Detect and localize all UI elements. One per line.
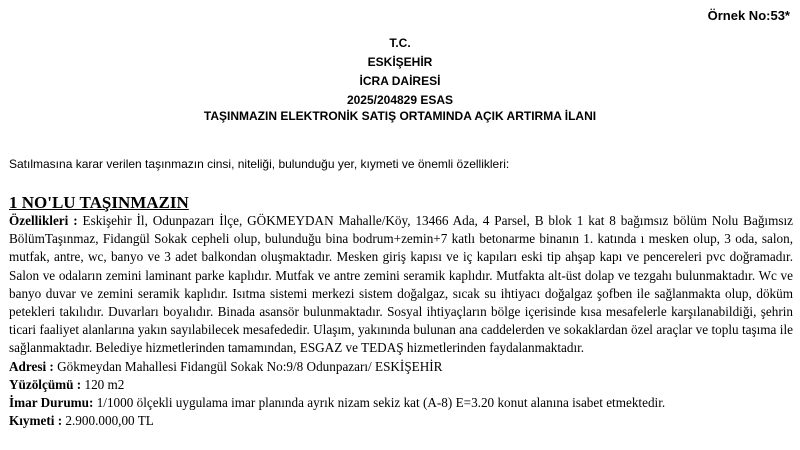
document-header — [0, 34, 800, 110]
zoning-line — [9, 394, 793, 412]
property-details — [9, 212, 793, 430]
property-title: 1 NO'LU TAŞINMAZIN — [9, 193, 189, 212]
features-paragraph — [9, 212, 793, 358]
area-label: Yüzölçümü : — [9, 376, 82, 392]
header-office: İCRA DAİRESİ — [359, 74, 441, 88]
intro-text: Satılmasına karar verilen taşınmazın cinsi, niteliği, bulunduğu yer, kıymeti ve önemli özellikleri: — [9, 157, 510, 171]
value-label: Kıymeti : — [9, 413, 63, 429]
notice-title: TAŞINMAZIN ELEKTRONİK SATIŞ ORTAMINDA AÇIK ARTIRMA İLANI — [203, 109, 597, 123]
address-value: Gökmeydan Mahallesi Fidangül Sokak No:9/8 Odunpazarı/ ESKİŞEHİR — [57, 358, 443, 374]
address-line — [9, 358, 793, 376]
header-case-number: 2025/204829 ESAS — [346, 93, 454, 107]
area-value: 120 m2 — [84, 376, 125, 392]
header-republic: T.C. — [389, 36, 411, 50]
zoning-label: İmar Durumu: — [9, 395, 94, 411]
header-city: ESKİŞEHİR — [367, 55, 433, 69]
area-line — [9, 376, 793, 394]
value-amount: 2.900.000,00 TL — [65, 413, 154, 429]
form-number: Örnek No:53* — [707, 8, 790, 23]
address-label: Adresi : — [9, 358, 54, 374]
features-label: Özellikleri : — [9, 213, 78, 228]
features-text: Eskişehir İl, Odunpazarı İlçe, GÖKMEYDAN Mahalle/Köy, 13466 Ada, 4 Parsel, B blok 1 kat 8 bağımsız bölüm Nolu Bağımsız BölümTaşınmaz, Fidangül Sokak cepheli olup, bulunduğu bina bodrum+zemin+7 katlı betonarme binanın 1. katında ı mesken olup, 3 oda, salon, mutfak, antre, wc, banyo ve 3 adet balkondan oluşmaktadır. Mesken giriş kapısı ve iç kapıları eski tip ahşap kapı ve pencereleri pvc doğramadır. Salon ve odaların zemini laminant parke kaplıdır. Mutfak ve antre zemini seramik kaplıdır. Mutfakta alt-üst dolap ve tezgahı bulunmaktadır. Wc ve banyo duvar ve zemini seramik kaplıdır. Isıtma sistemi merkezi sistem doğalgaz, sıcak su ihtiyacı doğalgaz şofben ile sağlanmakta olup, döküm petekleri takılıdır. Duvarları boyalıdır. Binada asansör bulunmaktadır. Sosyal ihtiyaçların bölge içerisinde kısa mesafelerle karşılanabildiği, şehrin ticari faaliyet alanlarına yakın sayılabilecek mesafededir. Ulaşım, yakınında bulunan ana caddelerden ve sokaklardan özel araçlar ve toplu taşıma ile sağlanmaktadır. Belediye hizmetlerinden tamamından, ESGAZ ve TEDAŞ hizmetlerinden faydalanmaktadır. — [9, 213, 793, 356]
value-line — [9, 412, 793, 430]
zoning-value: 1/1000 ölçekli uygulama imar planında ayrık nizam sekiz kat (A-8) E=3.20 konut alanına isabet etmektedir. — [96, 395, 666, 411]
